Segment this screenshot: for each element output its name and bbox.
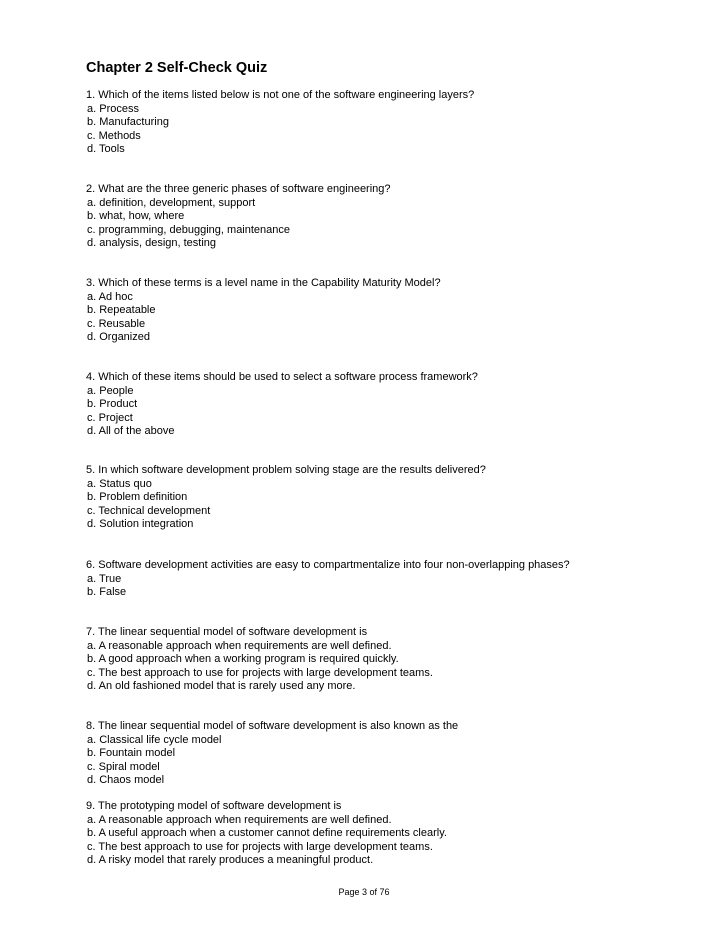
answer-option: c. Spiral model	[87, 760, 160, 773]
question-5	[86, 464, 486, 532]
question-3	[86, 277, 441, 345]
answer-option: c. Technical development	[87, 504, 211, 517]
answer-option: b. Product	[87, 398, 138, 411]
question-2	[86, 183, 391, 251]
question-text: 7. The linear sequential model of software development is	[86, 626, 368, 638]
answer-option: b. Fountain model	[87, 747, 176, 760]
question-1	[86, 89, 474, 157]
answer-option: d. An old fashioned model that is rarely used any more.	[87, 680, 356, 693]
question-text: 1. Which of the items listed below is not one of the software engineering layers?	[86, 89, 475, 101]
answer-option: a. A reasonable approach when requirements are well defined.	[87, 813, 392, 826]
answer-option: a. Process	[87, 102, 139, 115]
answer-option: d. A risky model that rarely produces a meaningful product.	[87, 854, 374, 867]
answer-option: d. Organized	[87, 331, 150, 344]
answer-option: d. All of the above	[87, 425, 175, 438]
answer-option: c. programming, debugging, maintenance	[87, 223, 291, 236]
answer-option: a. True	[87, 572, 122, 585]
answer-option: d. Tools	[87, 143, 125, 156]
answer-option: b. A good approach when a working program is required quickly.	[87, 653, 399, 666]
question-text: 5. In which software development problem solving stage are the results delivered?	[86, 464, 486, 476]
answer-option: c. The best approach to use for projects with large development teams.	[87, 666, 433, 679]
answer-option: d. Chaos model	[87, 774, 165, 787]
answer-option: b. A useful approach when a customer cannot define requirements clearly.	[87, 827, 447, 840]
question-8	[86, 720, 458, 788]
answer-option: d. analysis, design, testing	[87, 237, 217, 250]
page-footer	[0, 887, 728, 898]
answer-option: c. The best approach to use for projects with large development teams.	[87, 840, 433, 853]
answer-option: a. Classical life cycle model	[87, 733, 222, 746]
question-text: 2. What are the three generic phases of software engineering?	[86, 183, 391, 195]
question-text: 6. Software development activities are easy to compartmentalize into four non-overlapping phases?	[86, 559, 570, 571]
answer-option: d. Solution integration	[87, 518, 194, 531]
answer-option: a. People	[87, 384, 134, 397]
answer-option: c. Methods	[87, 129, 141, 142]
answer-option: a. Status quo	[87, 477, 152, 490]
page-number: Page 3 of 76	[338, 887, 390, 897]
question-text: 8. The linear sequential model of software development is also known as the	[86, 720, 459, 732]
question-text: 3. Which of these terms is a level name in the Capability Maturity Model?	[86, 277, 441, 289]
question-text: 4. Which of these items should be used to select a software process framework?	[86, 371, 478, 383]
question-4	[86, 371, 478, 439]
question-6	[86, 559, 570, 600]
answer-option: b. False	[87, 586, 127, 599]
answer-option: b. Problem definition	[87, 491, 188, 504]
answer-option: c. Project	[87, 411, 133, 424]
answer-option: a. definition, development, support	[87, 196, 256, 209]
question-9	[86, 800, 447, 868]
question-text: 9. The prototyping model of software development is	[86, 800, 342, 812]
answer-option: b. Manufacturing	[87, 116, 169, 129]
answer-option: c. Reusable	[87, 317, 146, 330]
answer-option: b. what, how, where	[87, 210, 185, 223]
answer-option: b. Repeatable	[87, 304, 156, 317]
question-7	[86, 626, 433, 694]
answer-option: a. Ad hoc	[87, 290, 133, 303]
answer-option: a. A reasonable approach when requirements are well defined.	[87, 639, 392, 652]
page-title: Chapter 2 Self-Check Quiz	[86, 60, 268, 76]
